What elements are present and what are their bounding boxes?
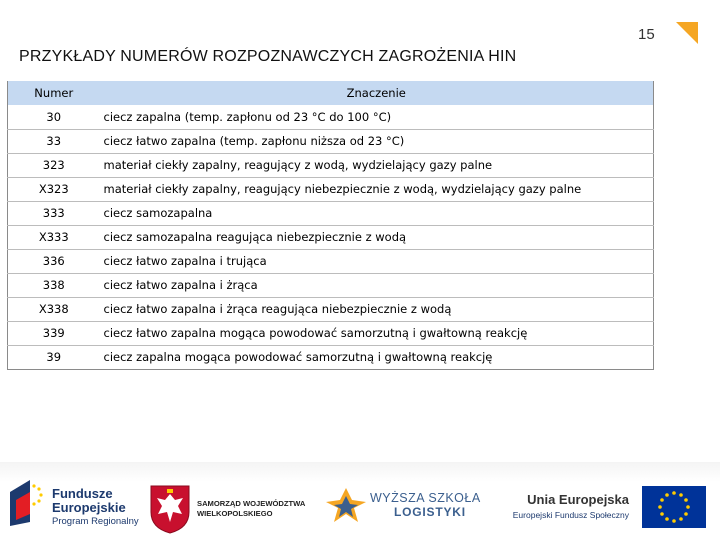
table-row — [8, 153, 654, 177]
unia-europejska-logo — [489, 492, 629, 522]
row-number: 339 — [42, 326, 65, 340]
fundusze-europejskie-flag-icon — [10, 478, 48, 528]
row-meaning: materiał ciekły zapalny, reagujący niebezpiecznie z wodą, wydzielający gazy palne — [103, 182, 582, 196]
table-row — [8, 129, 654, 153]
row-number: 333 — [42, 206, 65, 220]
table-row — [8, 345, 654, 369]
wsl-logo — [370, 491, 481, 520]
header-number: Numer — [8, 81, 100, 105]
footer-logo-bar — [0, 462, 720, 540]
row-meaning: ciecz łatwo zapalna i żrąca reagująca niebezpiecznie z wodą — [103, 302, 452, 316]
row-meaning: ciecz zapalna mogąca powodować samorzutną i gwałtowną reakcję — [103, 350, 493, 364]
row-meaning: ciecz łatwo zapalna mogąca powodować samorzutną i gwałtowną reakcję — [103, 326, 528, 340]
row-number: X338 — [38, 302, 69, 316]
row-meaning: ciecz samozapalna — [103, 206, 213, 220]
row-meaning: materiał ciekły zapalny, reagujący z wodą, wydzielający gazy palne — [103, 158, 493, 172]
row-number: 33 — [46, 134, 62, 148]
wsl-star-icon — [326, 488, 366, 524]
sw-line1: SAMORZĄD WOJEWÓDZTWA — [197, 499, 306, 508]
table-row — [8, 249, 654, 273]
table-header-row — [8, 81, 654, 105]
row-number: 338 — [42, 278, 65, 292]
row-number: 323 — [42, 158, 65, 172]
page-title: PRZYKŁADY NUMERÓW ROZPOZNAWCZYCH ZAGROŻENIA HIN — [19, 48, 517, 65]
header-meaning: Znaczenie — [100, 81, 654, 105]
row-meaning: ciecz zapalna (temp. zapłonu od 23 °C do 100 °C) — [103, 109, 392, 124]
row-meaning: ciecz samozapalna reagująca niebezpiecznie z wodą — [103, 230, 407, 244]
page-number: 15 — [638, 26, 655, 43]
row-meaning: ciecz łatwo zapalna (temp. zapłonu niższa od 23 °C) — [103, 134, 405, 148]
row-meaning: ciecz łatwo zapalna i trująca — [103, 254, 267, 268]
row-number: 30 — [46, 109, 62, 124]
wsl-line1: WYŻSZA SZKOŁA — [370, 491, 481, 505]
fe-line1: Fundusze — [52, 486, 113, 501]
table-row — [8, 297, 654, 321]
row-number: 336 — [42, 254, 65, 268]
row-meaning: ciecz łatwo zapalna i żrąca — [103, 278, 258, 292]
row-number: X323 — [38, 182, 69, 196]
wielkopolska-crest-icon — [149, 484, 191, 534]
ue-line2: Europejski Fundusz Społeczny — [512, 510, 629, 520]
corner-triangle-icon — [676, 22, 698, 44]
table-row — [8, 273, 654, 297]
row-number: X333 — [38, 230, 69, 244]
fundusze-europejskie-logo — [52, 487, 139, 528]
sw-line2: WIELKOPOLSKIEGO — [197, 509, 273, 518]
row-number: 39 — [46, 350, 62, 364]
table-row — [8, 201, 654, 225]
table-row — [8, 225, 654, 249]
samorzad-logo — [197, 499, 305, 519]
wsl-line2: LOGISTYKI — [394, 505, 466, 519]
eu-flag-icon — [642, 486, 706, 528]
table-row — [8, 177, 654, 201]
hin-table — [7, 81, 654, 370]
fe-line3: Program Regionalny — [52, 516, 139, 527]
ue-line1: Unia Europejska — [527, 492, 629, 507]
table-row — [8, 105, 654, 129]
table-row — [8, 321, 654, 345]
fe-line2: Europejskie — [52, 500, 126, 515]
